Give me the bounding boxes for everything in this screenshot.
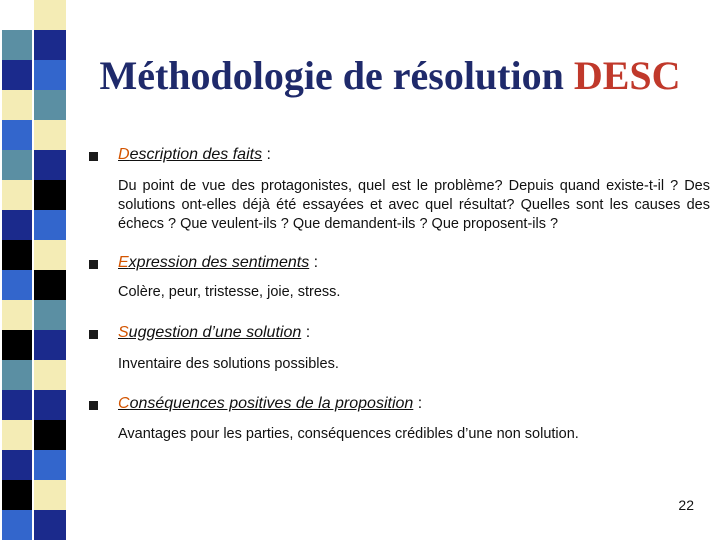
heading-rest: uggestion d’une solution (128, 324, 302, 341)
section-body: Colère, peur, tristesse, joie, stress. (118, 284, 341, 300)
heading-separator: : (413, 395, 423, 412)
section-heading (118, 395, 422, 413)
heading-separator: : (309, 254, 319, 271)
heading-separator: : (262, 146, 271, 163)
title-main: Méthodologie de résolution (99, 53, 574, 98)
page-number: 22 (678, 497, 694, 513)
bullet-square-icon (89, 260, 98, 269)
section-body: Avantages pour les parties, conséquences crédibles d’une non solution. (118, 426, 579, 442)
title-accent: DESC (573, 53, 681, 98)
heading-initial: D (118, 146, 130, 163)
bullet-square-icon (89, 401, 98, 410)
slide-title (90, 52, 690, 99)
heading-rest: escription des faits (129, 146, 263, 163)
heading-initial: C (118, 395, 130, 412)
heading-rest: onséquences positives de la proposition (129, 395, 414, 412)
bullet-square-icon (89, 330, 98, 339)
heading-rest: xpression des sentiments (128, 254, 310, 271)
section-heading (118, 254, 318, 272)
heading-initial: E (118, 254, 129, 271)
section-body: Du point de vue des protagonistes, quel est le problème? Depuis quand existe-t-il ? Des solutions ont-elles déjà été essayées et avec quel résultat? Quelles sont les causes des échecs ? Que veulent-ils ? Que demandent-ils ? Que proposent-ils ? (118, 178, 710, 232)
heading-initial: S (118, 324, 129, 341)
section-body: Inventaire des solutions possibles. (118, 356, 339, 372)
decorative-stripe (0, 0, 66, 540)
bullet-square-icon (89, 152, 98, 161)
heading-separator: : (301, 324, 311, 341)
section-heading (118, 146, 271, 164)
section-heading (118, 324, 310, 342)
